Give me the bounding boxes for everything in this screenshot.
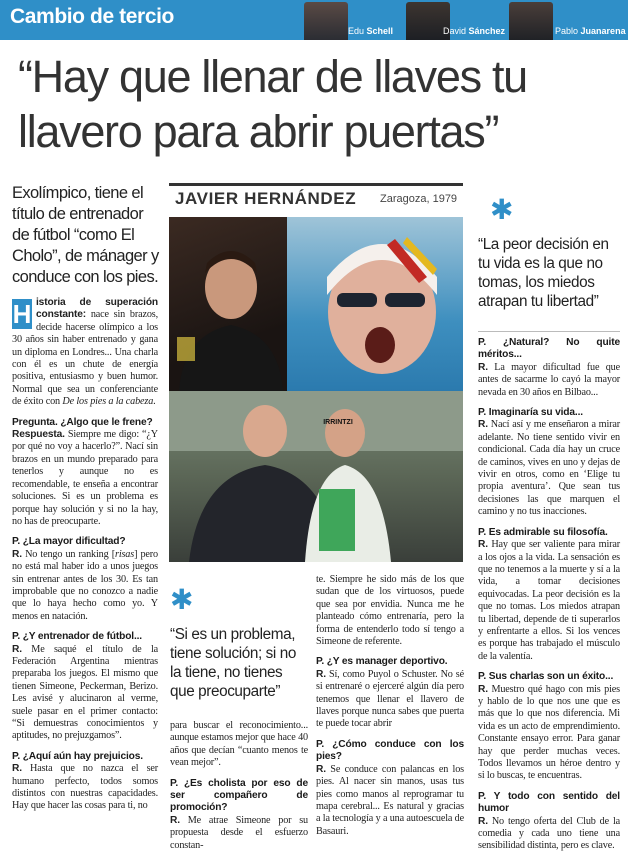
qa-block: P. ¿Y es manager deportivo. R. Sí, como Puyol o Schuster. No sé si entrenaré o ejerceré algún día pero tenemos que llenar el llavero de llaves porque nunca sabes que puerta te puede tocar abrir: [316, 656, 464, 730]
author-photo: [304, 2, 348, 40]
qa-block: P. Imaginaría su vida... R. Nací así y me enseñaron a mirar adelante. No tiene sentido vivir en condicional. Cada día hay un cruce de caminos, vives en uno y dejas de vivir en otros, como en ‘Elige tu propia aventura’. Que sean tus decisiones las que marquen el camino y no tus inacciones.: [478, 407, 620, 518]
column-4: [478, 337, 620, 861]
swimmer-illustration: [287, 217, 463, 391]
lead-paragraph: H istoria de superación constante: nace sin brazos, decide hacerse olímpico a los 30 años sin haber entrenado y gana un diploma en Londres... Una charla con él es un chute de energía positiva, entusiasmo y buen humor. Normal que sea un conferenciante de éxito con De los pies a la cabeza.: [12, 297, 158, 408]
photo-swimmer: [287, 217, 463, 391]
qa-block: P. Sus charlas son un éxito... R. Muestro qué hago con mis pies y hablo de lo que nos une que es más que lo que nos diferencia. Mi vida es un acto de emprendimiento. Constante ensayo error. Para ganar hay que perder muchas veces. Todos llevamos un héroe dentro y si lo buscas, te encuentras.: [478, 671, 620, 782]
shirt-text: IRRINTZI: [323, 419, 353, 426]
qa-block: P. ¿Es cholista por eso de ser compañero de promoción? R. Me atrae Simeone por su propuesta desde el esfuerzo constan-: [170, 777, 308, 851]
qa-block: P. ¿Cómo conduce con los pies? R. Se conduce con palancas en los pies. Al nacer sin manos, usas tus pies como manos al reprogramar tu mapa cerebral... Es natural y gracias a la tecnología y a una autoescuela de Basauri.: [316, 738, 464, 837]
pullquote-top: “La peor decisión en tu vida es la que no tomas, los miedos atrapan tu libertad”: [478, 236, 609, 310]
asterisk-icon: ✱: [490, 194, 514, 225]
qa-block: para buscar el reconocimiento... aunque estamos mejor que hace 40 años que decían “cuanto menos te vean mejor”.: [170, 720, 308, 769]
author-byline: Edu Schell: [348, 26, 394, 36]
qa-block: te. Siempre he sido más de los que sudan que de los virtuosos, puede que sea por envidia. Nunca me he planteado cómo entrenaría, pero la forma de entenderlo todo sí tengo a Simeone de referente.: [316, 574, 464, 648]
column-3: [316, 574, 464, 846]
profile-place: Zaragoza, 1979: [380, 193, 458, 205]
photo-speaker: [169, 217, 287, 391]
section-banner: [0, 0, 628, 40]
qa-block: P. ¿Y entrenador de fútbol... R. Me saqué el título de la Federación Argentina mientras preparaba los juegos. El mismo que tienen Simeone, Peckerman, Berizo. Les avisé y alucinaron al verme, suele pasar en el primer contacto: “Si demuestras conocimientos y aptitudes, no prejuzgamos”.: [12, 631, 158, 742]
qa-block: Pregunta. ¿Algo que le frene? Respuesta. Siempre me digo: “¿Y por qué no voy a hacerlo?”. Nací sin brazos en un mundo preparado para tenerlos y aunque no es recomendable, te enseña a encontrar soluciones. Si es un problema es porque hay solución y si no la hay, no has de preocuparte.: [12, 416, 158, 527]
headline: “Hay que llenar de llaves tu llavero para abrir puertas”: [18, 51, 527, 157]
drop-cap: H: [12, 299, 32, 329]
column-2: [170, 720, 308, 860]
divider: [478, 331, 620, 332]
qa-block: P. Es admirable su filosofía. R. Hay que ser valiente para mirar a los ojos a la vida. La sensación es que no tenemos a la muerte y sí a la vida, a tomar decisiones equivocadas. La peor decisión es la que no tomas. Los miedos atrapan tu libertad, depende de ti superarlos y enfrentarte a ellos. Si los vences es porque has trabajado el músculo de la valentía.: [478, 526, 620, 662]
column-1: [12, 297, 158, 821]
speaker-illustration: [169, 217, 287, 391]
profile-namebar: [169, 183, 463, 216]
qa-block: P. ¿Aquí aún hay prejuicios. R. Hasta que no nazca el ser humano perfecto, todos somos distintos con nuestras capacidades. Hay que hacer las cosas para ti, no: [12, 750, 158, 812]
asterisk-icon: ✱: [170, 584, 194, 615]
qa-block: P. ¿La mayor dificultad? R. No tengo un ranking [risas] pero no está mal haber ido a unos juegos sin entrenar antes de los 30. Es tan improbable que no conozco a nadie que lo haya hecho como yo. Y menos en natación.: [12, 536, 158, 622]
section-title: Cambio de tercio: [10, 5, 174, 28]
author-byline: David Sánchez: [443, 26, 506, 36]
group-illustration: [169, 391, 463, 562]
profile-name: JAVIER HERNÁNDEZ: [175, 189, 357, 208]
pullquote-bottom: “Si es un problema, tiene solución; si no la tiene, no tienes que preocuparte”: [170, 626, 296, 700]
qa-block: P. Y todo con sentido del humor R. No tengo oferta del Club de la comedia y cada uno tiene una sensibilidad distinta, pero es clave.: [478, 790, 620, 852]
qa-block: P. ¿Natural? No quite méritos... R. La mayor dificultad fue que antes de sacarme lo cayó la mayor nevada en 30 años en Bilbao...: [478, 337, 620, 398]
intro-text: Exolímpico, tiene el título de entrenador de fútbol “como El Cholo”, de mánager y conduce con los pies.: [12, 184, 159, 286]
photo-with-companion: [169, 391, 463, 562]
author-byline: Pablo Juanarena: [555, 26, 626, 36]
author-photo: [509, 2, 553, 40]
